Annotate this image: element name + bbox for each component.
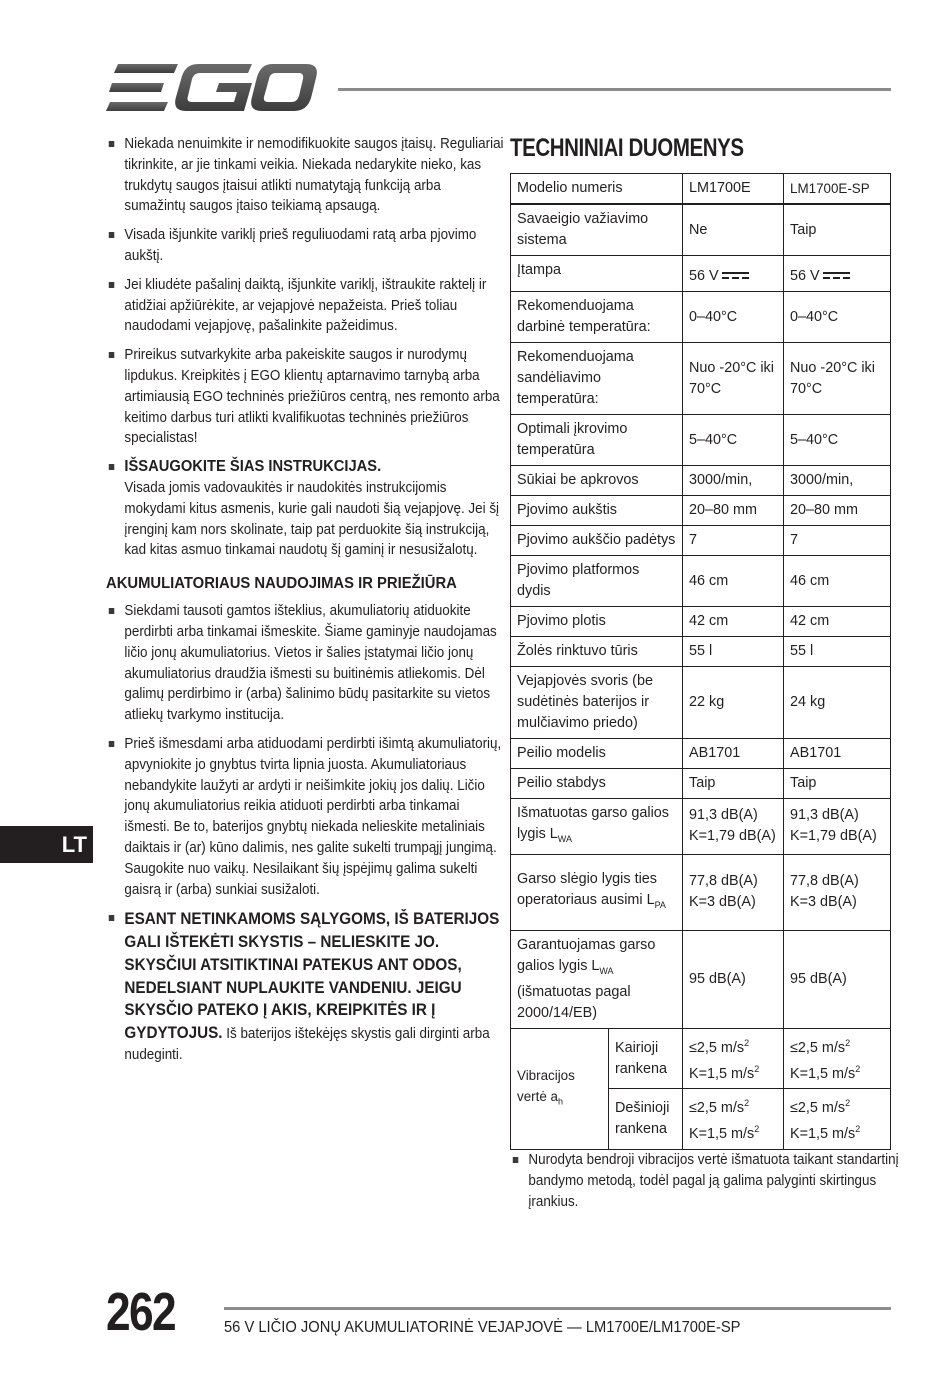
- footer-title: 56 V LIČIO JONŲ AKUMULIATORINĖ VEJAPJOVĖ — LM1700E/LM1700E-SP: [224, 1319, 741, 1336]
- value-line: K=1,79 dB(A): [689, 828, 776, 845]
- spec-label: [511, 799, 683, 855]
- tech-data-column: [510, 134, 899, 1220]
- table-row: [511, 799, 891, 855]
- value-line: 77,8 dB(A): [689, 873, 758, 890]
- sound-power-sub: WA: [557, 833, 572, 844]
- voltage-value: 56 V: [790, 268, 820, 284]
- value-line: 77,8 dB(A): [790, 873, 859, 890]
- table-row: [511, 496, 891, 526]
- spec-label: Vejapjovės svoris (be sudėtinės baterijos ir mulčiavimo priedo): [511, 667, 683, 739]
- spec-value-a: 7: [683, 526, 784, 556]
- value-line: 91,3 dB(A): [689, 807, 758, 824]
- vibration-label: [511, 1028, 609, 1149]
- value-line: K=1,5 m/s: [790, 1065, 856, 1082]
- table-row: [511, 607, 891, 637]
- guaranteed-label-note: (išmatuotas pagal 2000/14/EB): [517, 983, 631, 1021]
- guaranteed-label: Garantuojamas garso galios lygis L: [517, 936, 656, 974]
- spec-value-b: 24 kg: [784, 667, 891, 739]
- list-item: Nurodyta bendroji vibracijos vertė išmatuota taikant standartinį bandymo metodą, todėl pagal ją galima palyginti skirtingus įrankius.: [510, 1150, 908, 1212]
- spec-value-b: Nuo -20°C iki 70°C: [784, 343, 891, 415]
- voltage-value: 56 V: [689, 268, 719, 284]
- value-line: K=3 dB(A): [790, 894, 857, 911]
- page-number: 262: [106, 1282, 175, 1342]
- value-line: K=1,79 dB(A): [790, 828, 877, 845]
- safety-column: [106, 134, 504, 1074]
- vibration-label-text: Vibracijos vertė a: [517, 1068, 575, 1104]
- table-row: [511, 204, 891, 256]
- spec-label: Rekomenduojama sandėliavimo temperatūra:: [511, 343, 683, 415]
- table-row: [511, 667, 891, 739]
- unit-sup: 2: [754, 1124, 760, 1135]
- spec-value-b: [784, 854, 891, 930]
- table-row: [511, 466, 891, 496]
- spec-label: Įtampa: [511, 256, 683, 292]
- spec-label: Modelio numeris: [511, 174, 683, 205]
- value-line: ≤2,5 m/s: [689, 1100, 745, 1117]
- value-line: ≤2,5 m/s: [790, 1100, 846, 1117]
- save-instructions-title: IŠSAUGOKITE ŠIAS INSTRUKCIJAS.: [124, 458, 382, 476]
- table-row: [511, 415, 891, 466]
- spec-value-a: 95 dB(A): [683, 930, 784, 1028]
- spec-value-b: 5–40°C: [784, 415, 891, 466]
- spec-value-a: 42 cm: [683, 607, 784, 637]
- table-row: [511, 769, 891, 799]
- spec-value-a: LM1700E: [683, 174, 784, 205]
- spec-label: Peilio modelis: [511, 739, 683, 769]
- value-line: ≤2,5 m/s: [689, 1039, 745, 1056]
- table-row: [511, 174, 891, 205]
- spec-value-b: 55 l: [784, 637, 891, 667]
- spec-label: [511, 930, 683, 1028]
- spec-label: [511, 854, 683, 930]
- value-line: K=1,5 m/s: [689, 1065, 755, 1082]
- value-line: K=1,5 m/s: [790, 1125, 856, 1142]
- list-item: Jei kliudėte pašalinį daiktą, išjunkite variklį, ištraukite raktelį ir atidžiai apžiūrėkite, ar vejapjovė nepažeista. Prieš toliau naudodami vejapjovę, pašalinkite pažeidimus.: [106, 275, 504, 337]
- unit-sup: 2: [855, 1124, 861, 1135]
- unit-sup: 2: [744, 1037, 750, 1048]
- safety-list: [106, 134, 504, 561]
- spec-label: Žolės rinktuvo tūris: [511, 637, 683, 667]
- vibration-note: [510, 1150, 899, 1212]
- leak-warning-text: ESANT NETINKAMOMS SĄLYGOMS, IŠ BATERIJOS GALI IŠTEKĖTI SKYSTIS – NELIESKITE JO. SKYSČIUI ATSITIKTINAI PATEKUS ANT ODOS, NEDELSIANT NUPLAUKITE VANDENIU. JEIGU SKYSČIO PATEKO Į AKIS, KREIPKITĖS IR Į GYDYTOJUS.: [124, 909, 500, 1043]
- spec-label: Sūkiai be apkrovos: [511, 466, 683, 496]
- spec-value-a: 46 cm: [683, 556, 784, 607]
- sound-pressure-label: Garso slėgio lygis ties operatoriaus ausimi L: [517, 870, 657, 908]
- specs-table: [510, 173, 891, 1150]
- spec-value-b: 3000/min,: [784, 466, 891, 496]
- unit-sup: 2: [845, 1098, 851, 1109]
- spec-value-a: 55 l: [683, 637, 784, 667]
- spec-value-a: 5–40°C: [683, 415, 784, 466]
- vibration-sub: h: [557, 1096, 563, 1107]
- unit-sup: 2: [744, 1098, 750, 1109]
- spec-value-b: 46 cm: [784, 556, 891, 607]
- spec-value-b: [784, 799, 891, 855]
- spec-value-b: Taip: [784, 769, 891, 799]
- spec-value-b: 0–40°C: [784, 292, 891, 343]
- unit-sup: 2: [754, 1063, 760, 1074]
- spec-value-b: Taip: [784, 204, 891, 256]
- list-item: Visada išjunkite variklį prieš reguliuodami ratą arba pjovimo aukštį.: [106, 225, 504, 267]
- value-line: 91,3 dB(A): [790, 807, 859, 824]
- value-line: ≤2,5 m/s: [790, 1039, 846, 1056]
- list-item: Prireikus sutvarkykite arba pakeiskite saugos ir nurodymų lipdukus. Kreipkitės į EGO klientų aptarnavimo tarnybą arba artimiausią EGO techninės priežiūros centrą, nes remonto arba keitimo darbus turi atlikti kvalifikuotas techninės priežiūros specialistas!: [106, 345, 504, 449]
- save-instructions-text: Visada jomis vadovaukitės ir naudokitės instrukcijomis mokydami kitus asmenis, kurie gali naudoti šią vejapjovę. Jei šį įrenginį kam nors skolinate, taip pat perduokite šią instrukciją, kad kitas asmuo tinkamai naudotų šį gaminį ir nesusižalotų.: [124, 479, 500, 559]
- spec-value-b: 7: [784, 526, 891, 556]
- save-instructions-item: [106, 457, 504, 561]
- header-rule: [338, 88, 891, 91]
- unit-sup: 2: [855, 1063, 861, 1074]
- dc-symbol-icon: [722, 272, 749, 280]
- handle-right-label: Dešinioji rankena: [609, 1089, 683, 1150]
- table-row: [511, 256, 891, 292]
- value-line: K=1,5 m/s: [689, 1125, 755, 1142]
- table-row: [511, 637, 891, 667]
- spec-value-b: [784, 1028, 891, 1089]
- spec-value-b: [784, 256, 891, 292]
- spec-value-a: [683, 1089, 784, 1150]
- language-tab: LT: [0, 826, 93, 863]
- table-row: [511, 556, 891, 607]
- ego-logo: [106, 64, 318, 112]
- dc-symbol-icon: [823, 272, 850, 280]
- spec-label: Savaeigio važiavimo sistema: [511, 204, 683, 256]
- spec-value-a: 3000/min,: [683, 466, 784, 496]
- list-item: Siekdami tausoti gamtos išteklius, akumuliatorių atiduokite perdirbti arba tinkamai išmeskite. Šiame gaminyje naudojamas ličio jonų akumuliatorius. Vietos ir šalies įstatymai ličio jonų akumuliatorius draudžia išmesti su buitinėmis atliekomis. Dėl galimų perdirbimo ir (arba) šalinimo būdų pasitarkite su vietos atliekų tvarkymo institucija.: [106, 601, 504, 726]
- leak-warning-item: [106, 908, 504, 1066]
- sound-pressure-sub: PA: [654, 899, 666, 910]
- tech-data-title: TECHNINIAI DUOMENYS: [510, 134, 744, 162]
- spec-label: Pjovimo plotis: [511, 607, 683, 637]
- spec-label: Peilio stabdys: [511, 769, 683, 799]
- spec-value-a: 0–40°C: [683, 292, 784, 343]
- leak-warning-tail: Iš baterijos ištekėjęs skystis gali dirginti arba nudeginti.: [124, 1026, 490, 1064]
- spec-value-a: [683, 1028, 784, 1089]
- list-item: Niekada nenuimkite ir nemodifikuokite saugos įtaisų. Reguliariai tikrinkite, ar jie tinkami veikia. Niekada nedarykite nieko, kas trukdytų saugos įtaisui atlikti numatytąją funkciją arba sumažintų saugos įtaiso teikiamą apsaugą.: [106, 134, 504, 217]
- spec-value-a: Taip: [683, 769, 784, 799]
- sound-power-label: Išmatuotas garso galios lygis L: [517, 805, 669, 842]
- spec-value-a: AB1701: [683, 739, 784, 769]
- spec-label: Pjovimo platformos dydis: [511, 556, 683, 607]
- table-row: [511, 1028, 891, 1089]
- spec-value-a: Nuo -20°C iki 70°C: [683, 343, 784, 415]
- spec-value-b: 95 dB(A): [784, 930, 891, 1028]
- battery-list: [106, 601, 502, 1066]
- battery-heading: AKUMULIATORIAUS NAUDOJIMAS IR PRIEŽIŪRA: [106, 575, 457, 593]
- list-item: Prieš išmesdami arba atiduodami perdirbti išimtą akumuliatorių, apvyniokite jo gnybtus tvirta lipnia juosta. Akumuliatoriaus nebandykite laužyti ar ardyti ir neišimkite jokių jos dalių. Ličio jonų akumuliatorius reikia atiduoti perdirbti arba tinkamai išmesti. Be to, baterijos gnybtų niekada nelieskite metaliniais daiktais ir (ar) kūno dalimis, nes galite sukelti trumpąjį jungimą. Saugokite nuo vaikų. Nesilaikant šių įspėjimų galima sukelti gaisrą ir (arba) sunkiai susižaloti.: [106, 734, 504, 900]
- spec-value-a: [683, 854, 784, 930]
- guaranteed-sub: WA: [599, 965, 614, 976]
- spec-value-a: 20–80 mm: [683, 496, 784, 526]
- table-row: [511, 292, 891, 343]
- value-line: K=3 dB(A): [689, 894, 756, 911]
- table-row: [511, 930, 891, 1028]
- spec-value-b: [784, 1089, 891, 1150]
- handle-left-label: Kairioji rankena: [609, 1028, 683, 1089]
- spec-value-b: 42 cm: [784, 607, 891, 637]
- spec-label: Pjovimo aukščio padėtys: [511, 526, 683, 556]
- table-row: [511, 526, 891, 556]
- spec-value-b: AB1701: [784, 739, 891, 769]
- footer-rule: [224, 1307, 891, 1310]
- spec-value-a: [683, 256, 784, 292]
- table-row: [511, 343, 891, 415]
- spec-value-b: 20–80 mm: [784, 496, 891, 526]
- spec-value-a: Ne: [683, 204, 784, 256]
- spec-label: Pjovimo aukštis: [511, 496, 683, 526]
- spec-label: Rekomenduojama darbinė temperatūra:: [511, 292, 683, 343]
- spec-value-a: 22 kg: [683, 667, 784, 739]
- spec-value-b: LM1700E-SP: [784, 174, 891, 205]
- spec-label: Optimali įkrovimo temperatūra: [511, 415, 683, 466]
- spec-value-a: [683, 799, 784, 855]
- table-row: [511, 854, 891, 930]
- table-row: [511, 739, 891, 769]
- unit-sup: 2: [845, 1037, 851, 1048]
